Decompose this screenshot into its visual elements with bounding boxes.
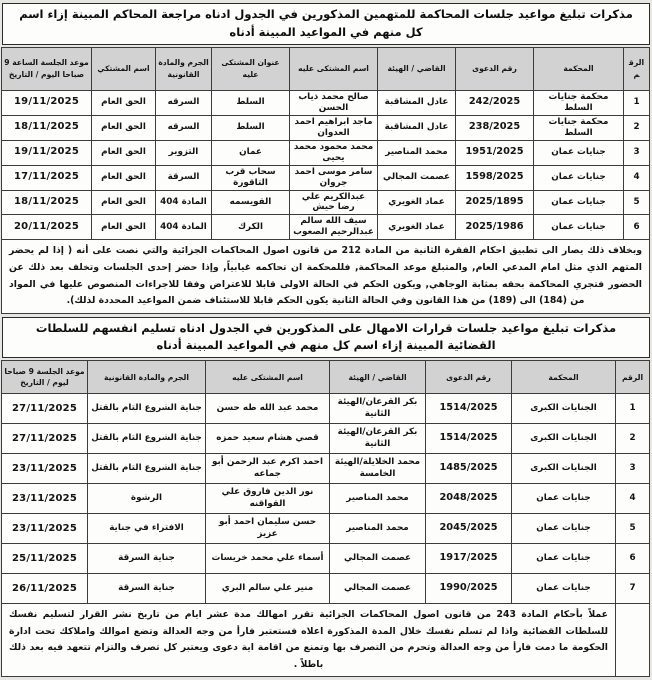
table-cell: 1990/2025 — [426, 574, 512, 604]
table-cell: الحق العام — [92, 215, 156, 240]
table-cell: 25/11/2025 — [2, 544, 88, 574]
table-cell: حسن سليمان احمد أبو عزيز — [206, 514, 330, 544]
table-cell: المادة 404 — [156, 215, 212, 240]
column-header: رقم الدعوى — [426, 361, 512, 394]
table-cell: التزوير — [156, 140, 212, 165]
column-header: الرقم — [624, 47, 650, 90]
table-row — [2, 115, 650, 140]
table-row — [2, 165, 650, 190]
table-cell: 242/2025 — [456, 90, 534, 115]
table-cell: القويسمه — [212, 190, 290, 215]
table-cell: 18/11/2025 — [2, 115, 92, 140]
table-cell: السلط — [212, 90, 290, 115]
table-row — [2, 574, 650, 604]
table-cell: 4 — [616, 484, 650, 514]
table-cell: جنايات عمان — [512, 514, 616, 544]
table-cell: 4 — [624, 165, 650, 190]
table-cell: جنايات عمان — [512, 544, 616, 574]
table-cell: 2025/1986 — [456, 215, 534, 240]
table-row — [2, 140, 650, 165]
table-cell: عماد الغويري — [378, 190, 456, 215]
table-cell: عادل المشاقبة — [378, 115, 456, 140]
table-cell: جنايات عمان — [534, 140, 624, 165]
table-row — [2, 394, 650, 424]
table-cell: 6 — [624, 215, 650, 240]
table-cell: 7 — [616, 574, 650, 604]
table-cell: عمان — [212, 140, 290, 165]
table-cell: الجنايات الكبرى — [512, 394, 616, 424]
table-cell: 23/11/2025 — [2, 484, 88, 514]
table-cell: 2 — [616, 424, 650, 454]
column-header: القاضي / الهيئة — [330, 361, 426, 394]
table-cell: احمد اكرم عبد الرحمن أبو جماعه — [206, 454, 330, 484]
table-cell: 19/11/2025 — [2, 90, 92, 115]
table-cell: 1514/2025 — [426, 424, 512, 454]
table-cell: نور الدين فاروق علي القواقنه — [206, 484, 330, 514]
table-cell: 1951/2025 — [456, 140, 534, 165]
table-cell: السرقه — [156, 115, 212, 140]
table-cell: سيف الله سالم عبدالرحيم الصعوب — [290, 215, 378, 240]
table-cell: جناية الشروع التام بالقتل — [88, 454, 206, 484]
column-header: رقم الدعوى — [456, 47, 534, 90]
table-cell: 2025/1895 — [456, 190, 534, 215]
empty-index-cell — [616, 604, 650, 677]
table-row — [2, 484, 650, 514]
trial-sessions-table — [1, 47, 650, 314]
table-cell: جنايات عمان — [534, 215, 624, 240]
table-row — [2, 454, 650, 484]
column-header: اسم المشتكى عليه — [206, 361, 330, 394]
table-cell: عماد الغويري — [378, 215, 456, 240]
column-header: عنوان المشتكى عليه — [212, 47, 290, 90]
table-cell: 5 — [616, 514, 650, 544]
table-cell: محمد محمود محمد يحيى — [290, 140, 378, 165]
table-cell: 27/11/2025 — [2, 394, 88, 424]
table-cell: محكمة جنايات السلط — [534, 90, 624, 115]
trial-legal-note: وبخلاف ذلك يصار الى تطبيق احكام الفقرة الثانية من المادة 212 من قانون اصول المحاكمات الجزائية والتي نصت على أنه ( إذا لم يحضر المتهم الذي مثل امام المدعي العام, والمتبلغ موعد المحاكمة, فللمحكمة ان تحاكمه غيابياً, وإذا حضر إحدى الجلسات وتخلف بعد ذلك عن الحضور فتجري المحاكمة بحقه بمثابة الوجاهي, ويكون الحكم في الحالة الاولى قابلا للاعتراض وفقا للاجراءات المنصوص عليها في المواد من (184) الى (189) من هذا القانون وفي الحالة الثانية يكون الحكم قابلا للاستئناف ضمن المواعيد المحددة لذلك). — [2, 240, 650, 313]
column-header: المحكمة — [512, 361, 616, 394]
table-cell: صالح محمد ذياب الحسن — [290, 90, 378, 115]
table-cell: 26/11/2025 — [2, 574, 88, 604]
table-cell: السرقة — [156, 165, 212, 190]
surrender-orders-table — [1, 360, 650, 677]
column-header: الرقم — [616, 361, 650, 394]
table-cell: 3 — [616, 454, 650, 484]
column-header: موعد الجلسة 9 صباحا ليوم / التاريخ — [2, 361, 88, 394]
table-cell: أسماء علي محمد خريسات — [206, 544, 330, 574]
table-cell: سحاب قرب التاقورة — [212, 165, 290, 190]
table-cell: الجنايات الكبرى — [512, 454, 616, 484]
surrender-note-row — [2, 604, 650, 677]
table-cell: الافتراء في جناية — [88, 514, 206, 544]
table-cell: الحق العام — [92, 90, 156, 115]
table-cell: جناية الشروع التام بالقتل — [88, 424, 206, 454]
table-cell: 3 — [624, 140, 650, 165]
surrender-table-body — [2, 394, 650, 604]
table-cell: 1598/2025 — [456, 165, 534, 190]
table-cell: جنايات عمان — [512, 484, 616, 514]
table-cell: الحق العام — [92, 165, 156, 190]
table-cell: منير علي سالم البري — [206, 574, 330, 604]
table-cell: الحق العام — [92, 140, 156, 165]
table-row — [2, 190, 650, 215]
table-cell: 2045/2025 — [426, 514, 512, 544]
table-cell: 1917/2025 — [426, 544, 512, 574]
column-header: المحكمة — [534, 47, 624, 90]
table-cell: 6 — [616, 544, 650, 574]
table-cell: جنايات عمان — [534, 165, 624, 190]
table-cell: جنايات عمان — [534, 190, 624, 215]
table-cell: ماجد ابراهيم احمد العدوان — [290, 115, 378, 140]
table-cell: الجنايات الكبرى — [512, 424, 616, 454]
table-cell: محمد المناصير — [378, 140, 456, 165]
table-cell: محمد المناصير — [330, 484, 426, 514]
surrender-table-header-row — [2, 361, 650, 394]
table-cell: 1 — [616, 394, 650, 424]
section2-title: مذكرات تبليغ مواعيد جلسات قرارات الامهال على المذكورين في الجدول ادناه تسليم انفسهم للسلطات القضائية المبينة إزاء اسم كل منهم في المواعيد المبينة أدناه — [2, 317, 650, 359]
table-cell: 1514/2025 — [426, 394, 512, 424]
table-cell: الحق العام — [92, 115, 156, 140]
table-cell: المادة 404 — [156, 190, 212, 215]
table-cell: محكمة جنايات السلط — [534, 115, 624, 140]
table-cell: 1485/2025 — [426, 454, 512, 484]
table-row — [2, 424, 650, 454]
table-cell: جناية السرقة — [88, 544, 206, 574]
table-row — [2, 215, 650, 240]
table-cell: عصمت المجالي — [330, 544, 426, 574]
table-cell: جناية الشروع التام بالقتل — [88, 394, 206, 424]
table-cell: عبدالكريم علي رضا حيش — [290, 190, 378, 215]
table-cell: 2 — [624, 115, 650, 140]
table-cell: 5 — [624, 190, 650, 215]
table-cell: عصمت المجالي — [330, 574, 426, 604]
table-cell: الكرك — [212, 215, 290, 240]
table-cell: 17/11/2025 — [2, 165, 92, 190]
column-header: اسم المشتكي — [92, 47, 156, 90]
table-cell: سامر موسى احمد جروان — [290, 165, 378, 190]
table-cell: السرقه — [156, 90, 212, 115]
table-cell: 1 — [624, 90, 650, 115]
table-row — [2, 544, 650, 574]
table-cell: محمد الخلايلة/الهيئة الخامسة — [330, 454, 426, 484]
table-cell: الحق العام — [92, 190, 156, 215]
table-cell: بكر القرعان/الهيئة الثانية — [330, 394, 426, 424]
column-header: اسم المشتكى عليه — [290, 47, 378, 90]
column-header: الجرم والمادة القانونية — [156, 47, 212, 90]
trial-table-header-row — [2, 47, 650, 90]
column-header: القاضي / الهيئة — [378, 47, 456, 90]
table-cell: قصي هشام سعيد حمزه — [206, 424, 330, 454]
surrender-legal-note: عملاً بأحكام المادة 243 من قانون اصول المحاكمات الجزائية تقرر امهالك مدة عشر ايام من تاريخ نشر القرار لتسليم نفسك للسلطات القضائية واذا لم تسلم نفسك خلال المدة المذكورة اعلاه فستعتبر فارأ من وجه العدالة وتضع اموالك واملاكك تحت ادارة الحكومة ما دمت فارأ من وجه العدالة وتحرم من التصرف بها وتمنع من اقامة اية دعوى ويعتبر كل تصرف والتزام تتعهد فيه بعد ذلك باطلاً . — [2, 604, 616, 677]
table-row — [2, 514, 650, 544]
table-cell: 23/11/2025 — [2, 454, 88, 484]
table-cell: 23/11/2025 — [2, 514, 88, 544]
trial-table-body — [2, 90, 650, 240]
table-cell: 27/11/2025 — [2, 424, 88, 454]
table-cell: محمد عبد الله طه حسن — [206, 394, 330, 424]
table-cell: 2048/2025 — [426, 484, 512, 514]
table-cell: 18/11/2025 — [2, 190, 92, 215]
section1-title: مذكرات تبليغ مواعيد جلسات المحاكمة للمتهمين المذكورين في الجدول ادناه مراجعة المحاكم المبينة إزاء اسم كل منهم في المواعيد المبينة أدناه — [2, 3, 650, 45]
table-row — [2, 90, 650, 115]
table-cell: محمد المناصير — [330, 514, 426, 544]
table-cell: بكر القرعان/الهيئة الثانية — [330, 424, 426, 454]
trial-note-row — [2, 240, 650, 313]
table-cell: 20/11/2025 — [2, 215, 92, 240]
table-cell: السلط — [212, 115, 290, 140]
table-cell: الرشوة — [88, 484, 206, 514]
column-header: موعد الجلسة الساعة 9 صباحا اليوم / التاريخ — [2, 47, 92, 90]
column-header: الجرم والمادة القانونية — [88, 361, 206, 394]
table-cell: 19/11/2025 — [2, 140, 92, 165]
table-cell: جنايات عمان — [512, 574, 616, 604]
table-cell: جناية السرقة — [88, 574, 206, 604]
table-cell: عادل المشاقبة — [378, 90, 456, 115]
table-cell: 238/2025 — [456, 115, 534, 140]
table-cell: عصمت المجالي — [378, 165, 456, 190]
